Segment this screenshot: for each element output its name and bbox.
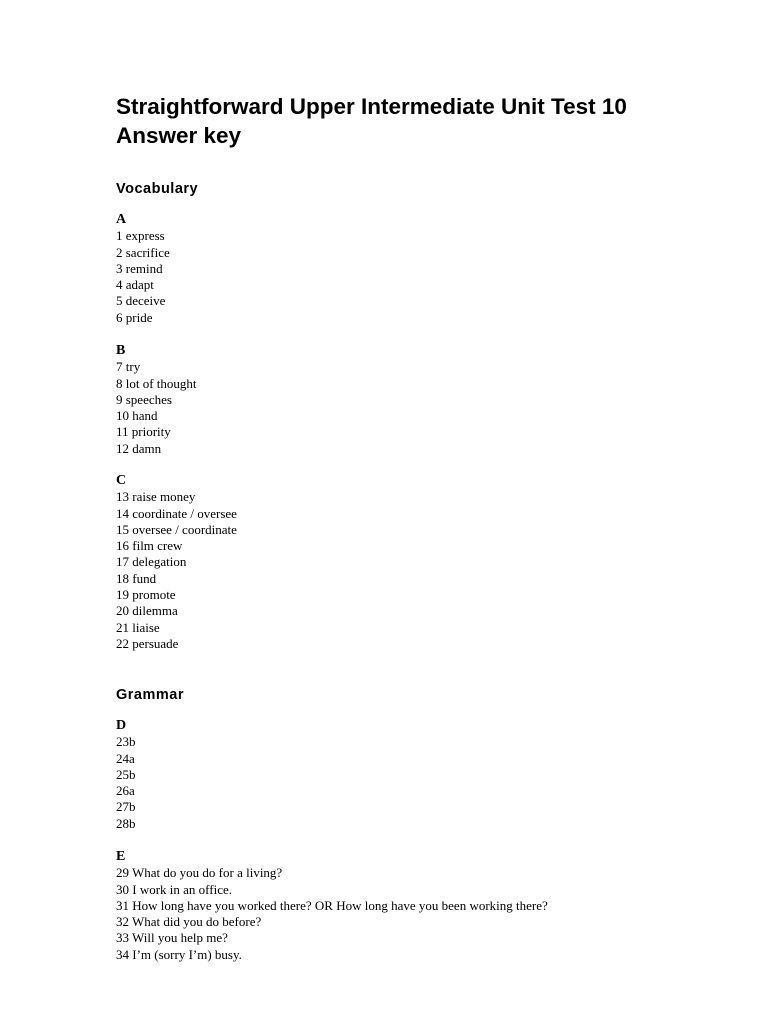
section-c bbox=[116, 473, 237, 652]
answer-item: 27b bbox=[116, 799, 136, 815]
section-e bbox=[116, 849, 548, 963]
answer-item: 23b bbox=[116, 734, 136, 750]
answer-list-e bbox=[116, 865, 548, 963]
document-title-line-2: Answer key bbox=[116, 123, 242, 148]
answer-item: 28b bbox=[116, 815, 136, 831]
document-title bbox=[116, 92, 716, 150]
answer-item: 3 remind bbox=[116, 260, 163, 276]
answer-list-a bbox=[116, 228, 170, 326]
grammar-heading: Grammar bbox=[116, 687, 184, 703]
answer-item: 13 raise money bbox=[116, 489, 196, 505]
answer-item: 32 What did you do before? bbox=[116, 914, 262, 930]
answer-item: 20 dilemma bbox=[116, 603, 178, 619]
answer-item: 25b bbox=[116, 766, 136, 782]
section-label-e: E bbox=[116, 849, 126, 864]
answer-item: 33 Will you help me? bbox=[116, 930, 228, 946]
answer-list-b bbox=[116, 359, 197, 457]
answer-item: 12 damn bbox=[116, 440, 162, 456]
answer-item: 15 oversee / coordinate bbox=[116, 521, 237, 537]
answer-item: 8 lot of thought bbox=[116, 375, 197, 391]
answer-item: 22 persuade bbox=[116, 635, 179, 651]
answer-item: 6 pride bbox=[116, 309, 153, 325]
answer-item: 31 How long have you worked there? OR How long have you been working there? bbox=[116, 897, 548, 913]
section-d bbox=[116, 718, 136, 832]
answer-item: 26a bbox=[116, 783, 135, 799]
answer-item: 11 priority bbox=[116, 424, 171, 440]
vocabulary-heading: Vocabulary bbox=[116, 181, 199, 197]
answer-item: 9 speeches bbox=[116, 391, 172, 407]
answer-list-c bbox=[116, 489, 237, 652]
section-b bbox=[116, 343, 197, 457]
answer-item: 30 I work in an office. bbox=[116, 881, 233, 897]
answer-item: 21 liaise bbox=[116, 619, 160, 635]
answer-item: 18 fund bbox=[116, 570, 157, 586]
answer-item: 16 film crew bbox=[116, 538, 183, 554]
answer-item: 29 What do you do for a living? bbox=[116, 865, 283, 881]
section-label-a: A bbox=[116, 212, 127, 227]
answer-item: 4 adapt bbox=[116, 277, 154, 293]
answer-item: 17 delegation bbox=[116, 554, 187, 570]
answer-item: 24a bbox=[116, 750, 135, 766]
section-label-b: B bbox=[116, 343, 126, 358]
document-title-line-1: Straightforward Upper Intermediate Unit Test 10 bbox=[116, 94, 627, 119]
answer-item: 7 try bbox=[116, 359, 141, 375]
answer-item: 10 hand bbox=[116, 408, 158, 424]
answer-item: 5 deceive bbox=[116, 293, 166, 309]
section-label-c: C bbox=[116, 473, 127, 488]
answer-item: 2 sacrifice bbox=[116, 244, 170, 260]
answer-item: 14 coordinate / oversee bbox=[116, 505, 237, 521]
answer-list-d bbox=[116, 734, 136, 832]
answer-item: 19 promote bbox=[116, 587, 176, 603]
section-label-d: D bbox=[116, 718, 127, 733]
answer-item: 34 I’m (sorry I’m) busy. bbox=[116, 946, 242, 962]
section-a bbox=[116, 212, 170, 326]
answer-item: 1 express bbox=[116, 228, 165, 244]
